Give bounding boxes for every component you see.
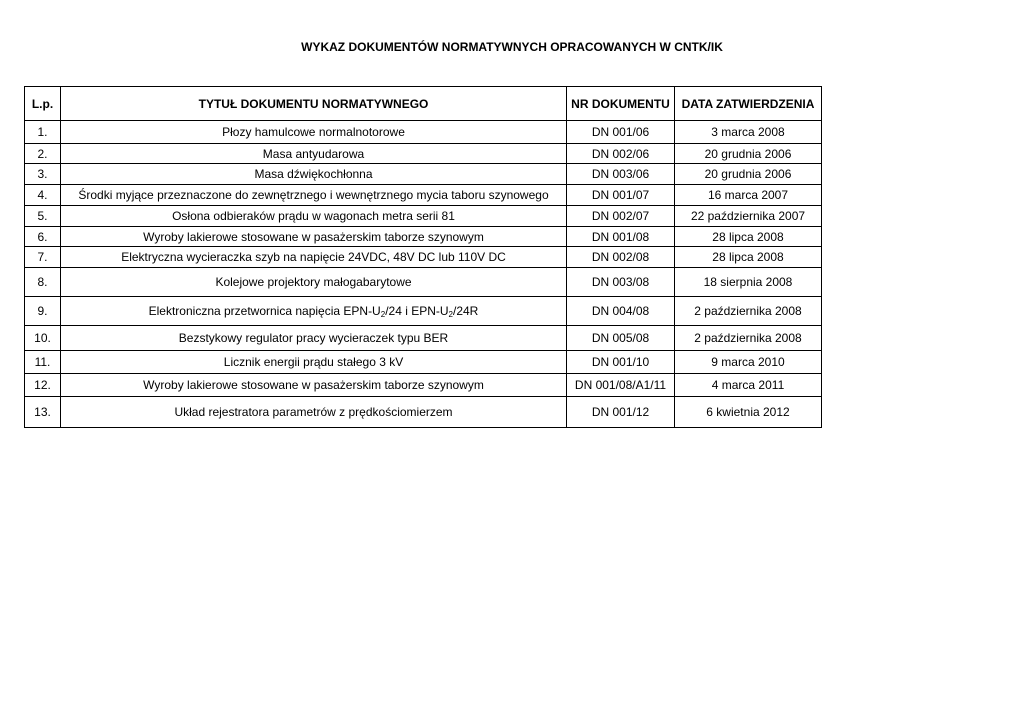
header-title: TYTUŁ DOKUMENTU NORMATYWNEGO [61,87,567,121]
table-row [25,326,822,351]
cell-number: DN 001/08 [567,227,675,247]
cell-title: Układ rejestratora parametrów z prędkościomierzem [61,397,567,428]
table-row [25,144,822,164]
table-row [25,374,822,397]
cell-date: 2 października 2008 [675,297,822,326]
cell-title: Bezstykowy regulator pracy wycieraczek typu BER [61,326,567,351]
table-row [25,297,822,326]
cell-number: DN 001/06 [567,121,675,144]
header-number: NR DOKUMENTU [567,87,675,121]
table-row [25,247,822,268]
cell-number: DN 001/10 [567,351,675,374]
cell-number: DN 003/08 [567,268,675,297]
cell-number: DN 001/07 [567,185,675,206]
cell-title: Płozy hamulcowe normalnotorowe [61,121,567,144]
cell-title: Wyroby lakierowe stosowane w pasażerskim taborze szynowym [61,374,567,397]
cell-lp: 13. [25,397,61,428]
table-row [25,206,822,227]
cell-number: DN 001/12 [567,397,675,428]
documents-table [24,86,822,428]
cell-lp: 11. [25,351,61,374]
cell-title: Osłona odbieraków prądu w wagonach metra serii 81 [61,206,567,227]
cell-number: DN 001/08/A1/11 [567,374,675,397]
table-row [25,185,822,206]
cell-date: 20 grudnia 2006 [675,164,822,185]
cell-title [61,297,567,326]
cell-date: 4 marca 2011 [675,374,822,397]
cell-lp: 8. [25,268,61,297]
cell-lp: 12. [25,374,61,397]
cell-lp: 1. [25,121,61,144]
table-row [25,227,822,247]
cell-lp: 10. [25,326,61,351]
cell-lp: 5. [25,206,61,227]
cell-date: 16 marca 2007 [675,185,822,206]
cell-lp: 9. [25,297,61,326]
cell-date: 22 października 2007 [675,206,822,227]
cell-date: 18 sierpnia 2008 [675,268,822,297]
header-date: DATA ZATWIERDZENIA [675,87,822,121]
cell-number: DN 005/08 [567,326,675,351]
page-title: WYKAZ DOKUMENTÓW NORMATYWNYCH OPRACOWANYCH W CNTK/IK [301,40,723,54]
cell-title: Elektryczna wycieraczka szyb na napięcie 24VDC, 48V DC lub 110V DC [61,247,567,268]
cell-title: Kolejowe projektory małogabarytowe [61,268,567,297]
cell-number: DN 003/06 [567,164,675,185]
table-row [25,397,822,428]
subscript: 2 [448,309,453,319]
header-lp: L.p. [25,87,61,121]
cell-lp: 6. [25,227,61,247]
table-row [25,164,822,185]
title-text-part: /24R [453,303,479,318]
cell-date: 6 kwietnia 2012 [675,397,822,428]
cell-date: 3 marca 2008 [675,121,822,144]
table-row [25,268,822,297]
cell-lp: 3. [25,164,61,185]
cell-date: 9 marca 2010 [675,351,822,374]
cell-title: Masa dźwiękochłonna [61,164,567,185]
table-row [25,351,822,374]
title-text-part: Elektroniczna przetwornica napięcia EPN-U [148,303,381,318]
cell-title: Licznik energii prądu stałego 3 kV [61,351,567,374]
table-header-row [25,87,822,121]
cell-lp: 2. [25,144,61,164]
cell-date: 2 października 2008 [675,326,822,351]
cell-title: Wyroby lakierowe stosowane w pasażerskim taborze szynowym [61,227,567,247]
cell-number: DN 004/08 [567,297,675,326]
cell-date: 20 grudnia 2006 [675,144,822,164]
cell-number: DN 002/08 [567,247,675,268]
cell-title: Masa antyudarowa [61,144,567,164]
subscript: 2 [380,309,386,319]
cell-lp: 4. [25,185,61,206]
cell-date: 28 lipca 2008 [675,247,822,268]
title-text-part: /24 i EPN-U [385,303,449,318]
cell-number: DN 002/07 [567,206,675,227]
cell-date: 28 lipca 2008 [675,227,822,247]
cell-title: Środki myjące przeznaczone do zewnętrznego i wewnętrznego mycia taboru szynowego [61,185,567,206]
table-row [25,121,822,144]
cell-lp: 7. [25,247,61,268]
cell-number: DN 002/06 [567,144,675,164]
